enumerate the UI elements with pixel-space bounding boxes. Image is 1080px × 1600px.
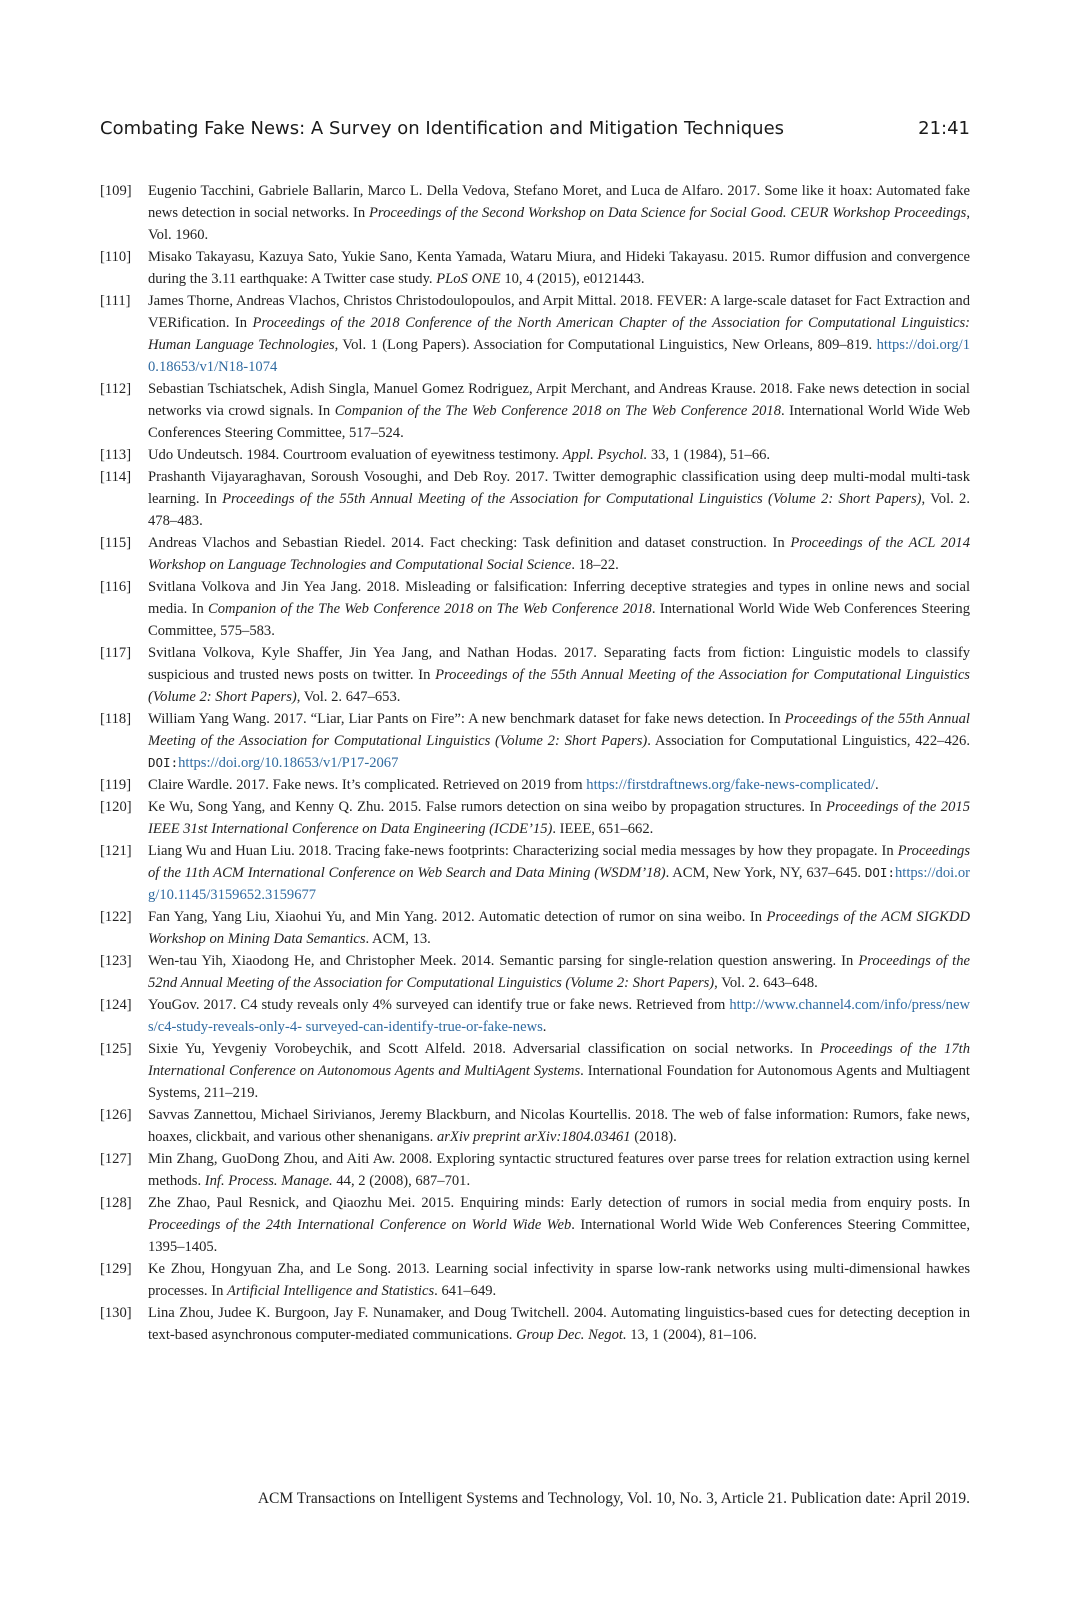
doi-label: DOI: xyxy=(864,865,895,880)
reference-text xyxy=(148,466,970,532)
reference-number: [122] xyxy=(100,909,132,925)
reference-text-segment: , Vol. 1960. xyxy=(148,205,970,243)
reference-text xyxy=(148,708,970,774)
reference-number: [115] xyxy=(100,535,132,551)
reference-number: [121] xyxy=(100,843,132,859)
reference-entry xyxy=(100,1148,970,1192)
reference-text xyxy=(148,1302,970,1346)
reference-text xyxy=(148,290,970,378)
reference-entry xyxy=(100,1302,970,1346)
reference-link[interactable]: https://doi.org/10.18653/v1/N18-1074 xyxy=(148,337,970,375)
reference-number: [119] xyxy=(100,777,132,793)
reference-text-segment: . International World Wide Web Conferences Steering Committee, 1395–1405. xyxy=(148,1217,970,1255)
reference-text-segment: 13, 1 (2004), 81–106. xyxy=(626,1327,757,1343)
venue-title: arXiv preprint arXiv:1804.03461 xyxy=(436,1129,631,1145)
reference-text-segment: . International Foundation for Autonomous Agents and Multiagent Systems, 211–219. xyxy=(148,1063,970,1101)
reference-text-segment: Savvas Zannettou, Michael Sirivianos, Jeremy Blackburn, and Nicolas Kourtellis. 2018. The web of false information: Rumors, fake news, hoaxes, clickbait, and various other shenanigans. xyxy=(148,1107,970,1145)
reference-entry xyxy=(100,994,970,1038)
reference-text xyxy=(148,1148,970,1192)
reference-text-segment: , Vol. 2. 647–653. xyxy=(296,689,401,705)
reference-link[interactable]: http://www.channel4.com/info/press/news/c4-study-reveals-only-4- surveyed-can-identify-true-or-fake-news xyxy=(148,997,970,1035)
reference-text-segment: 44, 2 (2008), 687–701. xyxy=(332,1173,471,1189)
reference-text xyxy=(148,1258,970,1302)
reference-number: [128] xyxy=(100,1195,132,1211)
reference-text-segment: , Vol. 1 (Long Papers). Association for Computational Linguistics, New Orleans, 809–819. xyxy=(334,337,877,353)
reference-text-segment: . xyxy=(874,777,879,793)
reference-text xyxy=(148,1104,970,1148)
venue-title: Proceedings of the 55th Annual Meeting of the Association for Computational Linguistics (Volume 2: Short Papers) xyxy=(148,711,970,749)
reference-text xyxy=(148,994,970,1038)
reference-entry xyxy=(100,378,970,444)
reference-text-segment: Ke Zhou, Hongyuan Zha, and Le Song. 2013. Learning social infectivity in sparse low-rank networks using multi-dimensional hawkes processes. In xyxy=(148,1261,970,1299)
reference-entry xyxy=(100,466,970,532)
reference-text-segment: (2018). xyxy=(630,1129,677,1145)
reference-number: [123] xyxy=(100,953,132,969)
reference-text-segment: Liang Wu and Huan Liu. 2018. Tracing fake-news footprints: Characterizing social media messages by how they propagate. In xyxy=(148,843,898,859)
reference-text-segment: James Thorne, Andreas Vlachos, Christos Christodoulopoulos, and Arpit Mittal. 2018. FEVER: A large-scale dataset for Fact Extraction and VERification. In xyxy=(148,293,970,331)
reference-number: [117] xyxy=(100,645,132,661)
reference-number: [120] xyxy=(100,799,132,815)
reference-number: [110] xyxy=(100,249,132,265)
reference-number: [130] xyxy=(100,1305,132,1321)
reference-number: [114] xyxy=(100,469,132,485)
reference-text-segment: . xyxy=(542,1019,547,1035)
reference-entry xyxy=(100,1038,970,1104)
reference-text xyxy=(148,378,970,444)
reference-entry xyxy=(100,906,970,950)
reference-text xyxy=(148,1192,970,1258)
reference-entry xyxy=(100,1192,970,1258)
reference-text-segment: , Vol. 2. 643–648. xyxy=(714,975,818,991)
reference-text-segment: YouGov. 2017. C4 study reveals only 4% surveyed can identify true or fake news. Retrieved from xyxy=(148,997,730,1013)
reference-text xyxy=(148,1038,970,1104)
reference-link[interactable]: https://doi.org/10.1145/3159652.3159677 xyxy=(148,865,970,903)
page-number: 21:41 xyxy=(918,118,970,139)
venue-title: Proceedings of the 24th International Conference on World Wide Web xyxy=(148,1217,572,1233)
reference-text-segment: Ke Wu, Song Yang, and Kenny Q. Zhu. 2015. False rumors detection on sina weibo by propagation structures. In xyxy=(148,799,827,815)
reference-text xyxy=(148,950,970,994)
venue-title: Proceedings of the 55th Annual Meeting of the Association for Computational Linguistics (Volume 2: Short Papers) xyxy=(222,491,922,507)
reference-number: [126] xyxy=(100,1107,132,1123)
venue-title: Proceedings of the ACL 2014 Workshop on Language Technologies and Computational Social Science xyxy=(148,535,970,573)
reference-text xyxy=(148,774,970,796)
reference-text-segment: Sixie Yu, Yevgeniy Vorobeychik, and Scott Alfeld. 2018. Adversarial classification on social networks. In xyxy=(148,1041,821,1057)
reference-text-segment: Misako Takayasu, Kazuya Sato, Yukie Sano, Kenta Yamada, Wataru Miura, and Hideki Takayasu. 2015. Rumor diffusion and convergence during the 3.11 earthquake: A Twitter case study. xyxy=(148,249,970,287)
reference-entry xyxy=(100,246,970,290)
reference-text-segment: William Yang Wang. 2017. “Liar, Liar Pants on Fire”: A new benchmark dataset for fake news detection. In xyxy=(148,711,785,727)
reference-text-segment: . International World Wide Web Conferences Steering Committee, 575–583. xyxy=(148,601,970,639)
reference-text-segment: . IEEE, 651–662. xyxy=(552,821,654,837)
reference-number: [112] xyxy=(100,381,132,397)
reference-number: [125] xyxy=(100,1041,132,1057)
reference-entry xyxy=(100,1258,970,1302)
reference-text-segment: Claire Wardle. 2017. Fake news. It’s complicated. Retrieved on 2019 from xyxy=(148,777,587,793)
venue-title: Proceedings of the 11th ACM International Conference on Web Search and Data Mining (WSDM’18) xyxy=(148,843,970,881)
venue-title: Proceedings of the 2015 IEEE 31st International Conference on Data Engineering (ICDE’15) xyxy=(148,799,970,837)
reference-number: [129] xyxy=(100,1261,132,1277)
reference-entry xyxy=(100,950,970,994)
reference-text-segment: . 641–649. xyxy=(434,1283,497,1299)
reference-text xyxy=(148,532,970,576)
venue-title: Proceedings of the 55th Annual Meeting of the Association for Computational Linguistics (Volume 2: Short Papers) xyxy=(148,667,970,705)
reference-number: [127] xyxy=(100,1151,132,1167)
reference-text-segment: Prashanth Vijayaraghavan, Soroush Vosoughi, and Deb Roy. 2017. Twitter demographic classification using deep multi-modal multi-task learning. In xyxy=(148,469,970,507)
reference-text xyxy=(148,444,970,466)
reference-text xyxy=(148,642,970,708)
reference-entry xyxy=(100,180,970,246)
venue-title: Proceedings of the Second Workshop on Data Science for Social Good. CEUR Workshop Proceedings xyxy=(369,205,967,221)
reference-number: [111] xyxy=(100,293,131,309)
reference-text-segment: . Association for Computational Linguistics, 422–426. xyxy=(647,733,970,749)
reference-text-segment: Lina Zhou, Judee K. Burgoon, Jay F. Nunamaker, and Doug Twitchell. 2004. Automating linguistics-based cues for detecting deception in text-based asynchronous computer-mediated communications. xyxy=(148,1305,970,1343)
reference-text-segment: Wen-tau Yih, Xiaodong He, and Christopher Meek. 2014. Semantic parsing for single-relation question answering. In xyxy=(148,953,859,969)
reference-entry xyxy=(100,444,970,466)
reference-link[interactable]: https://doi.org/10.18653/v1/P17-2067 xyxy=(178,755,399,771)
reference-number: [116] xyxy=(100,579,132,595)
reference-text-segment: . International World Wide Web Conferences Steering Committee, 517–524. xyxy=(148,403,970,441)
reference-entry xyxy=(100,290,970,378)
venue-title: Group Dec. Negot. xyxy=(516,1327,627,1343)
venue-title: PLoS ONE xyxy=(436,271,501,287)
reference-entry xyxy=(100,708,970,774)
reference-text-segment: Fan Yang, Yang Liu, Xiaohui Yu, and Min Yang. 2012. Automatic detection of rumor on sina weibo. In xyxy=(148,909,767,925)
reference-link[interactable]: https://firstdraftnews.org/fake-news-complicated/ xyxy=(586,777,875,793)
reference-text-segment: Svitlana Volkova, Kyle Shaffer, Jin Yea Jang, and Nathan Hodas. 2017. Separating facts from fiction: Linguistic models to classify suspicious and trusted news posts on twitter. In xyxy=(148,645,970,683)
reference-entry xyxy=(100,796,970,840)
reference-text-segment: Andreas Vlachos and Sebastian Riedel. 2014. Fact checking: Task definition and dataset construction. In xyxy=(148,535,791,551)
venue-title: Proceedings of the 52nd Annual Meeting of the Association for Computational Linguistics (Volume 2: Short Papers) xyxy=(148,953,970,991)
reference-entry xyxy=(100,774,970,796)
reference-list xyxy=(100,180,970,1346)
venue-title: Proceedings of the ACM SIGKDD Workshop on Mining Data Semantics xyxy=(148,909,970,947)
reference-number: [113] xyxy=(100,447,132,463)
reference-entry xyxy=(100,642,970,708)
reference-text xyxy=(148,576,970,642)
venue-title: Inf. Process. Manage. xyxy=(204,1173,333,1189)
reference-text-segment: 10, 4 (2015), e0121443. xyxy=(500,271,645,287)
venue-title: Proceedings of the 17th International Conference on Autonomous Agents and MultiAgent Systems xyxy=(148,1041,971,1079)
reference-text-segment: . ACM, 13. xyxy=(365,931,431,947)
reference-entry xyxy=(100,576,970,642)
running-header xyxy=(100,118,970,139)
reference-text xyxy=(148,180,970,246)
reference-text-segment: Svitlana Volkova and Jin Yea Jang. 2018. Misleading or falsification: Inferring deceptive strategies and types in online news and social media. In xyxy=(148,579,970,617)
reference-text-segment: . 18–22. xyxy=(571,557,619,573)
reference-number: [124] xyxy=(100,997,132,1013)
venue-title: Companion of the The Web Conference 2018 on The Web Conference 2018 xyxy=(208,601,652,617)
reference-text-segment: . ACM, New York, NY, 637–645. xyxy=(665,865,865,881)
reference-text-segment: Min Zhang, GuoDong Zhou, and Aiti Aw. 2008. Exploring syntactic structured features over parse trees for relation extraction using kernel methods. xyxy=(148,1151,970,1189)
venue-title: Proceedings of the 2018 Conference of the North American Chapter of the Association for Computational Linguistics: Human Language Technologies xyxy=(148,315,970,353)
reference-text-segment: Udo Undeutsch. 1984. Courtroom evaluation of eyewitness testimony. xyxy=(148,447,563,463)
reference-text-segment: Zhe Zhao, Paul Resnick, and Qiaozhu Mei. 2015. Enquiring minds: Early detection of rumors in social media from enquiry posts. In xyxy=(148,1195,970,1211)
reference-number: [118] xyxy=(100,711,132,727)
reference-text xyxy=(148,906,970,950)
doi-label: DOI: xyxy=(148,755,179,770)
reference-text-segment: Sebastian Tschiatschek, Adish Singla, Manuel Gomez Rodriguez, Arpit Merchant, and Andreas Krause. 2018. Fake news detection in social networks via crowd signals. In xyxy=(148,381,970,419)
running-title: Combating Fake News: A Survey on Identification and Mitigation Techniques xyxy=(100,118,785,139)
reference-text xyxy=(148,246,970,290)
reference-text-segment: 33, 1 (1984), 51–66. xyxy=(647,447,771,463)
venue-title: Artificial Intelligence and Statistics xyxy=(227,1283,435,1299)
reference-text-segment: , Vol. 2. 478–483. xyxy=(148,491,970,529)
journal-footer: ACM Transactions on Intelligent Systems and Technology, Vol. 10, No. 3, Article 21. Publication date: April 2019. xyxy=(257,1490,970,1507)
reference-text xyxy=(148,840,970,906)
venue-title: Companion of the The Web Conference 2018 on The Web Conference 2018 xyxy=(334,403,782,419)
venue-title: Appl. Psychol. xyxy=(562,447,648,463)
reference-number: [109] xyxy=(100,183,132,199)
reference-text-segment: Eugenio Tacchini, Gabriele Ballarin, Marco L. Della Vedova, Stefano Moret, and Luca de Alfaro. 2017. Some like it hoax: Automated fake news detection in social networks. In xyxy=(148,183,970,221)
reference-entry xyxy=(100,532,970,576)
reference-text xyxy=(148,796,970,840)
reference-entry xyxy=(100,840,970,906)
reference-entry xyxy=(100,1104,970,1148)
